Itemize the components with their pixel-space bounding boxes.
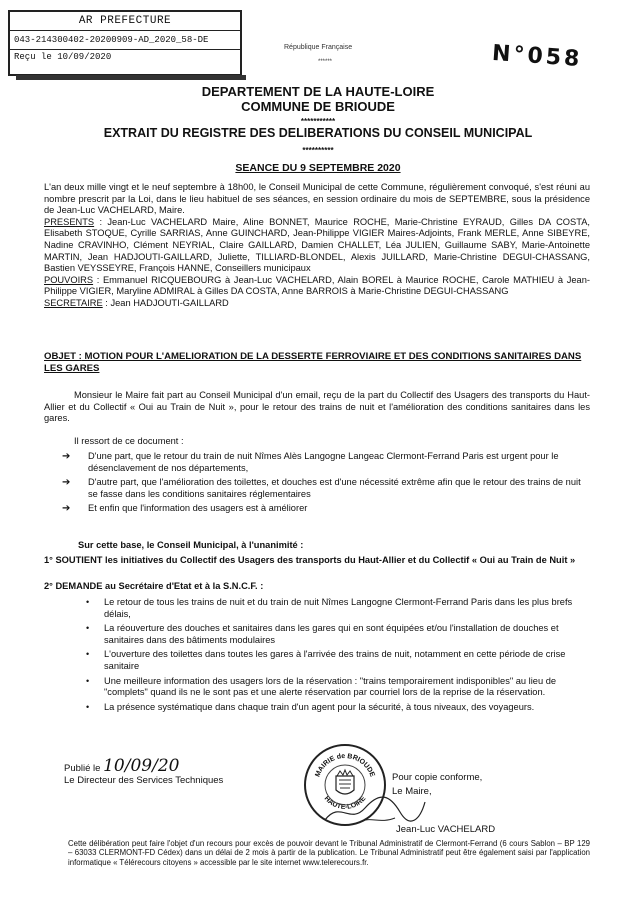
publication-block	[64, 756, 224, 787]
seance-date: SEANCE DU 9 SEPTEMBRE 2020	[235, 162, 401, 174]
secretaire-name: : Jean HADJOUTI-GAILLARD	[102, 297, 229, 308]
bullet-icon: •	[86, 675, 90, 686]
stamp-shadow	[16, 75, 246, 80]
presents-list: : Jean-Luc VACHELARD Maire, Aline BONNET, Maurice ROCHE, Marie-Christine EYRAUD, Gilles DA COSTA, Elisabeth STOQUE, Cyrille SARRIAS, Anne GUINCHARD, Jean-Philippe VIGIER Maires-Adjoints, Frank MERLE, Anne SIBEYRE, Nadine CRAVINHO, Clément NEYRIAL, Claire GAILLARD, Damien CHALLET, Léa JULIEN, Guillaume SABY, Marie-Antoinette MARTIN, Jean HADJOUTI-GAILLARD, Juliette, TILLIARD-BLONDEL, Alexis JUILLARD, Marie-Christine DEGUI-CHASSANG, Bastien VEYSSEYRE, François HANNE, Conseillers municipaux	[44, 216, 590, 274]
demands-list	[86, 597, 590, 716]
list-item	[86, 649, 590, 672]
intro-paragraph: L'an deux mille vingt et le neuf septembre à 18h00, le Conseil Municipal de cette Commune, régulièrement convoqué, s'est réuni au nombre prescrit par la Loi, dans le lieu habituel de ses séances, en session ordinaire du mois de SEPTEMBRE, sous la présidence de Jean-Luc VACHELARD, Maire.	[44, 182, 590, 216]
pouvoirs-label: POUVOIRS	[44, 274, 94, 285]
bullet-icon: •	[86, 597, 90, 607]
demand-text: Une meilleure information des usagers lors de la réservation : "trains temporairement indisponibles" au lieu de "complets" quand ils ne le sont pas et une alerte réservation par courriel lors de la reprise de la réservation.	[104, 675, 557, 698]
arrow-icon: ➔	[62, 451, 71, 462]
list-item	[86, 597, 590, 620]
department-name: DEPARTEMENT DE LA HAUTE-LOIRE	[201, 84, 435, 99]
prefecture-stamp	[8, 10, 242, 76]
decision-intro: Sur cette base, le Conseil Municipal, à l'unanimité :	[78, 540, 304, 550]
objet-label: OBJET :	[44, 351, 82, 362]
seal-bottom-text: HAUTE-LOIRE	[322, 795, 368, 811]
demand-text: La présence systématique dans chaque train d'un agent pour la sécurité, à tous niveaux, des voyageurs.	[104, 701, 535, 712]
demand-text: L'ouverture des toilettes dans toutes les gares à l'arrivée des trains de nuit, notamment en cette période de crise sanitaire	[104, 649, 566, 671]
handwritten-number: N°058	[491, 40, 584, 73]
commune-name: COMMUNE DE BRIOUDE	[241, 99, 395, 114]
republique-label: République Française	[284, 44, 353, 51]
list-item	[62, 477, 590, 500]
decision-soutient: 1° SOUTIENT les initiatives du Collectif des Usagers des transports du Haut-Allier et du Collectif « Oui au Train de Nuit »	[44, 555, 576, 565]
list-item	[86, 676, 590, 699]
ressort-paragraph: Il ressort de ce document :	[74, 436, 184, 446]
stamp-received: Reçu le 10/09/2020	[14, 52, 112, 62]
pouvoirs-list: : Emmanuel RICQUEBOURG à Jean-Luc VACHELARD, Alain BOREL à Maurice ROCHE, Carole MATHIEU à Jean-Philippe VIGIER, Maryline ADMIRAL à Gilles DA COSTA, Anne BARROIS à Marie-Christine DEGUI-CHASSANG	[44, 274, 590, 297]
copie-label: Pour copie conforme,	[392, 772, 483, 783]
list-item	[86, 623, 590, 646]
list-item	[62, 451, 590, 474]
arrow-icon: ➔	[62, 503, 71, 515]
finding-text: Et enfin que l'information des usagers est à améliorer	[88, 503, 308, 514]
bullet-icon: •	[86, 649, 90, 660]
objet-heading	[44, 351, 590, 375]
presents-label: PRESENTS	[44, 216, 95, 227]
demand-text: La réouverture des douches et sanitaires dans les gares qui en sont équipées et/ou l'installation de douches et sanitaires dans des bâtiments modulaires	[104, 623, 559, 645]
stamp-reference: 043-214300402-20200909-AD_2020_58-DE	[10, 31, 240, 50]
department-header	[0, 84, 636, 129]
legal-footer: Cette délibération peut faire l'objet d'un recours pour excès de pouvoir devant le Tribunal Administratif de Clermont-Ferrand (6 cours Sablon – BP 129 – 63033 CLERMONT-FD Cédex) dans un délai de 2 mois à partir de la publication. Le Tribunal Administratif peut être également saisi par l'application informatique « Télérecours citoyens » accessible par le site internet www.telerecours.fr.	[68, 839, 590, 867]
maire-name: Jean-Luc VACHELARD	[396, 824, 496, 835]
publication-line	[64, 756, 223, 776]
stamp-title: AR PREFECTURE	[10, 12, 240, 31]
publie-label: Publié le	[64, 763, 101, 774]
finding-text: D'autre part, que l'amélioration des toilettes, et douches est d'une nécessité extrême afin que le retour des trains de nuit se fasse dans les conditions sanitaires réglementaires	[88, 477, 581, 499]
separator-stars: ***********	[300, 117, 336, 126]
email-paragraph: Monsieur le Maire fait part au Conseil Municipal d'un email, reçu de la part du Collectif des Usagers des transports du Haut-Allier et du Collectif « Oui au Train de Nuit », pour le retour des trains de nuit et l'amélioration des conditions sanitaires dans les gares.	[44, 390, 590, 424]
handwritten-date: 10/09/20	[103, 756, 180, 776]
attendance-block	[44, 182, 590, 310]
secretaire-label: SECRETAIRE	[44, 297, 103, 308]
list-item	[86, 702, 590, 714]
small-stars: ******	[318, 59, 333, 65]
decision-demande: 2° DEMANDE au Secrétaire d'Etat et à la S.N.C.F. :	[44, 581, 264, 591]
maire-label: Le Maire,	[392, 786, 432, 797]
document-title: EXTRAIT DU REGISTRE DES DELIBERATIONS DU CONSEIL MUNICIPAL	[103, 126, 533, 140]
arrow-icon: ➔	[62, 477, 71, 489]
pouvoirs-paragraph	[44, 275, 590, 298]
separator-stars-2: **********	[302, 146, 334, 155]
bullet-icon: •	[86, 623, 90, 634]
objet-text: MOTION POUR L'AMELIORATION DE LA DESSERTE FERROVIAIRE ET DES CONDITIONS SANITAIRES DANS LES GARES	[44, 351, 582, 374]
findings-list	[62, 451, 590, 518]
secretaire-paragraph	[44, 298, 590, 310]
directeur-label: Le Directeur des Services Techniques	[64, 775, 224, 786]
seal-top-text: MAIRIE de BRIOUDE	[314, 752, 376, 779]
presents-paragraph	[44, 217, 590, 275]
bullet-icon: •	[86, 701, 90, 712]
list-item	[62, 503, 590, 515]
finding-text: D'une part, que le retour du train de nuit Nîmes Alès Langogne Langeac Clermont-Ferrand Paris est urgent pour le désenclavement de nos départements,	[88, 451, 559, 473]
demand-text: Le retour de tous les trains de nuit et du train de nuit Nîmes Langogne Clermont-Ferrand Paris dans les plus brefs délais,	[104, 597, 573, 619]
